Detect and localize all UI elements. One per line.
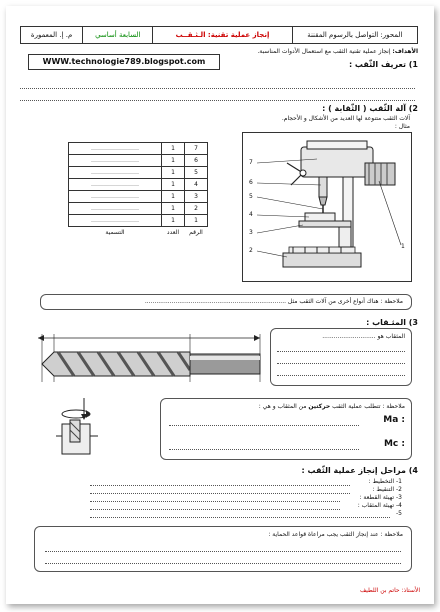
table-row: [69, 143, 208, 155]
callout-3: 3: [249, 229, 253, 236]
motion-mc-label: Mc :: [383, 439, 405, 449]
section3-title: 3) المثـقاب :: [366, 318, 418, 327]
step-item: 3- تهيئة القطعة :: [359, 494, 402, 501]
answer-line: [169, 449, 359, 450]
callout-1: 1: [401, 243, 405, 250]
drill-press-figure: [242, 132, 412, 282]
note2-text: ملاحظة : تتطلب عملية الثقب حركتين من المثقاب و هي :: [258, 403, 405, 410]
drill-bit-icon: [34, 324, 264, 384]
steps-list: [358, 478, 402, 518]
answer-line: [90, 485, 350, 486]
header-school: م. إ. المعمورة: [30, 31, 73, 39]
count-cell: 1: [162, 179, 185, 191]
answer-line: [169, 425, 359, 426]
count-cell: 1: [162, 203, 185, 215]
part-name-cell[interactable]: ……………………: [69, 179, 162, 191]
section2-example: مثال :: [394, 123, 410, 130]
step-item: 4- تهيئة المثقاب :: [357, 502, 402, 509]
callout-5: 5: [249, 193, 253, 200]
objectives-label: الأهداف:: [392, 48, 418, 55]
note3-box: [34, 526, 412, 572]
header-bar: [20, 26, 418, 44]
part-name-cell[interactable]: ……………………: [69, 167, 162, 179]
header-name: التسمية: [105, 229, 125, 236]
header-grade: السابعة أساسي: [82, 27, 152, 43]
step-item: 5-: [396, 510, 402, 517]
answer-line: [20, 100, 415, 101]
note2-bold-word: حركتين: [308, 403, 331, 410]
header-title: إنجاز عملية تقنية: الـثـقــب: [152, 27, 291, 43]
callout-4: 4: [249, 211, 253, 218]
num-cell: 4: [185, 179, 208, 191]
table-row: [69, 167, 208, 179]
answer-line: [90, 501, 340, 502]
motion-ma-label: Ma :: [383, 415, 405, 425]
bit-definition-box: [270, 328, 412, 386]
answer-line: [45, 563, 401, 564]
section2-title: 2) آلة الثّقب ( الثّقابة ) :: [322, 104, 418, 113]
num-cell: 5: [185, 167, 208, 179]
answer-line: [90, 517, 390, 518]
count-cell: 1: [162, 143, 185, 155]
num-cell: 2: [185, 203, 208, 215]
answer-line: [20, 88, 415, 89]
drilling-motion-figure: [52, 396, 112, 460]
drill-press-icon: [243, 133, 411, 281]
website-banner: WWW.technologie789.blogspot.com: [28, 54, 220, 70]
step-item: 2- التنقيط :: [372, 486, 402, 493]
part-name-cell[interactable]: ……………………: [69, 215, 162, 227]
header-count: العدد: [166, 229, 180, 236]
table-row: [69, 215, 208, 227]
table-row: [69, 155, 208, 167]
part-name-cell[interactable]: ……………………: [69, 155, 162, 167]
part-name-cell[interactable]: ……………………: [69, 191, 162, 203]
num-cell: 7: [185, 143, 208, 155]
bit-is-text: المثقاب هو ............................: [322, 333, 405, 340]
objectives-text: إنجاز عملية تقنية الثقب مع استعمال الأدوات المناسبة.: [257, 48, 391, 55]
table-row: [69, 179, 208, 191]
callout-2: 2: [249, 247, 253, 254]
header-axis: المحور: التواصل بالرسوم المقننة: [292, 27, 417, 43]
part-name-cell[interactable]: ……………………: [69, 203, 162, 215]
note2-box: [160, 398, 412, 460]
answer-line: [277, 375, 405, 376]
table-header-row: [69, 227, 208, 239]
answer-line: [90, 493, 350, 494]
count-cell: 1: [162, 215, 185, 227]
drill-bit-figure: [34, 324, 264, 384]
count-cell: 1: [162, 167, 185, 179]
table-row: [69, 203, 208, 215]
answer-line: [90, 509, 340, 510]
section2-desc: آلات الثقب متنوعة لها العديد من الأشكال و الأحجام.: [281, 115, 410, 122]
num-cell: 1: [185, 215, 208, 227]
teacher-name: الأستاذ: حاتم بن اللطيف: [359, 587, 420, 594]
header-num: الرقم: [189, 229, 203, 236]
callout-7: 7: [249, 159, 253, 166]
note3-text: ملاحظة : عند إنجاز الثقب يجب مراعاة قواعد الحماية :: [268, 531, 403, 538]
num-cell: 3: [185, 191, 208, 203]
answer-line: [277, 363, 405, 364]
table-row: [69, 191, 208, 203]
section1-title: 1) تعريف الثّقب :: [348, 60, 418, 69]
part-name-cell[interactable]: ……………………: [69, 143, 162, 155]
callout-6: 6: [249, 179, 253, 186]
motion-arrows-icon: [52, 396, 112, 460]
section4-title: 4) مراحل إنجاز عملية الثّقب :: [301, 466, 418, 475]
count-cell: 1: [162, 155, 185, 167]
step-item: 1- التخطيط :: [368, 478, 402, 485]
parts-table: [68, 142, 208, 238]
count-cell: 1: [162, 191, 185, 203]
worksheet-page: [6, 6, 434, 604]
num-cell: 6: [185, 155, 208, 167]
note1-box: ملاحظة : هناك أنواع أخرى من آلات الثقب مثل ..........................................................................: [40, 294, 412, 310]
answer-line: [277, 351, 405, 352]
answer-line: [45, 551, 401, 552]
